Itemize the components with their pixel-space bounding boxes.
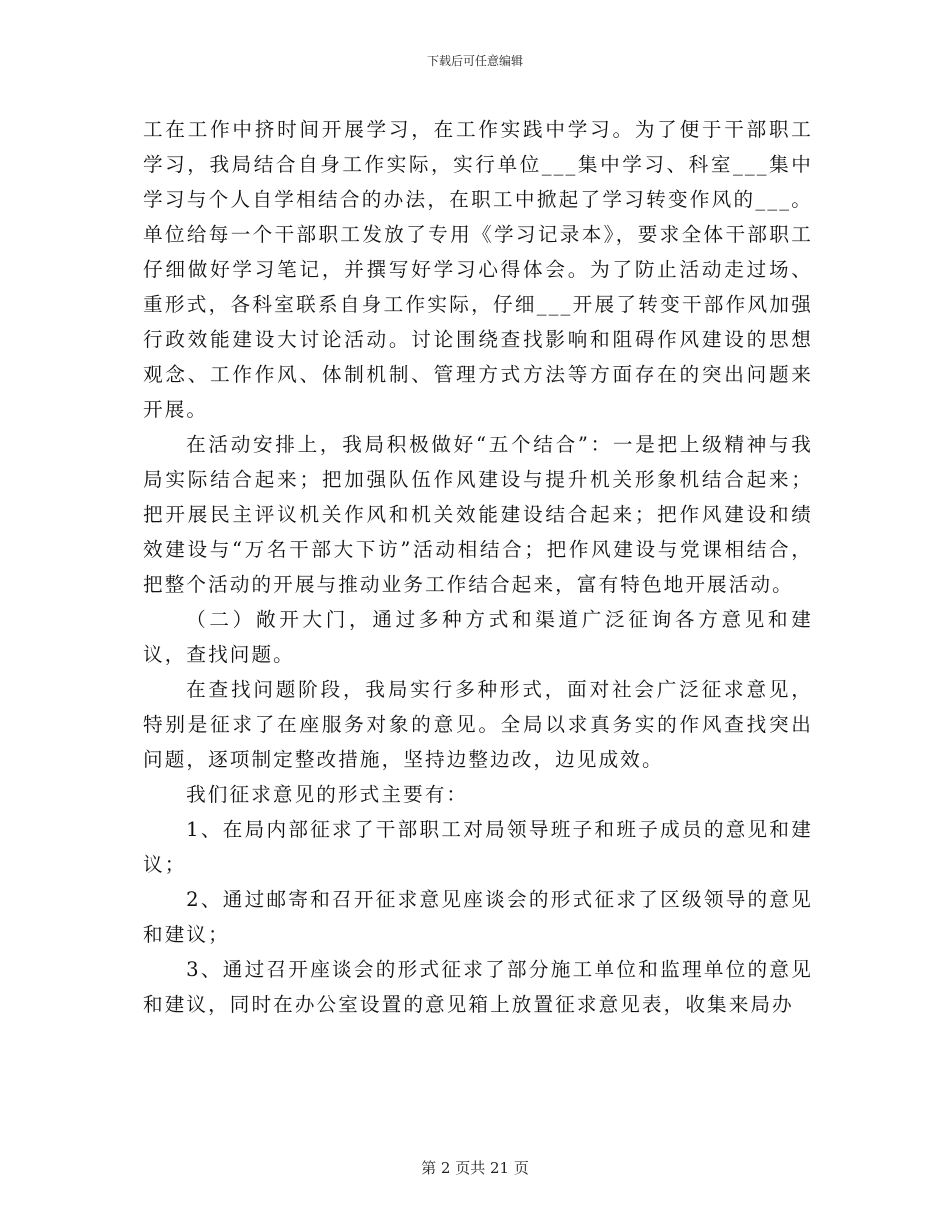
paragraph-finding-problems: 在查找问题阶段，我局实行多种形式，面对社会广泛征求意见，特别是征求了在座服务对象的意见。全局以求真务实的作风查找突出问题，逐项制定整改措施，坚持边整边改，边见成效。 xyxy=(143,678,813,771)
section-heading-two: （二）敞开大门，通过多种方式和渠道广泛征询各方意见和建议，查找问题。 xyxy=(143,608,813,666)
paragraph-continuation: 工在工作中挤时间开展学习，在工作实践中学习。为了便于干部职工学习，我局结合自身工作实际，实行单位___集中学习、科室___集中学习与个人自学相结合的办法，在职工中掀起了学习转变作风的___。单位给每一个干部职工发放了专用《学习记录本》，要求全体干部职工仔细做好学习笔记，并撰写好学习心得体会。为了防止活动走过场、重形式，各科室联系自身工作实际，仔细___开展了转变干部作风加强行政效能建设大讨论活动。讨论围绕查找影响和阻碍作风建设的思想观念、工作作风、体制机制、管理方式方法等方面存在的突出问题来开展。 xyxy=(143,118,813,421)
page-footer: 第 2 页共 21 页 xyxy=(421,1159,529,1177)
list-item-3: 3、通过召开座谈会的形式征求了部分施工单位和监理单位的意见和建议，同时在办公室设置的意见箱上放置征求意见表，收集来局办 xyxy=(143,958,813,1016)
list-item-1: 1、在局内部征求了干部职工对局领导班子和班子成员的意见和建议； xyxy=(143,818,813,876)
paragraph-forms-intro: 我们征求意见的形式主要有： xyxy=(186,783,469,806)
document-body xyxy=(143,112,813,1022)
paragraph-five-combinations: 在活动安排上，我局积极做好“五个结合”：一是把上级精神与我局实际结合起来；把加强队伍作风建设与提升机关形象机结合起来；把开展民主评议机关作风和机关效能建设结合起来；把作风建设和绩效建设与“万名干部大下访”活动相结合；把作风建设与党课相结合，把整个活动的开展与推动业务工作结合起来，富有特色地开展活动。 xyxy=(143,433,813,596)
page-header: 下载后可任意编辑 xyxy=(426,54,523,68)
list-item-2: 2、通过邮寄和召开征求意见座谈会的形式征求了区级领导的意见和建议； xyxy=(143,888,813,946)
